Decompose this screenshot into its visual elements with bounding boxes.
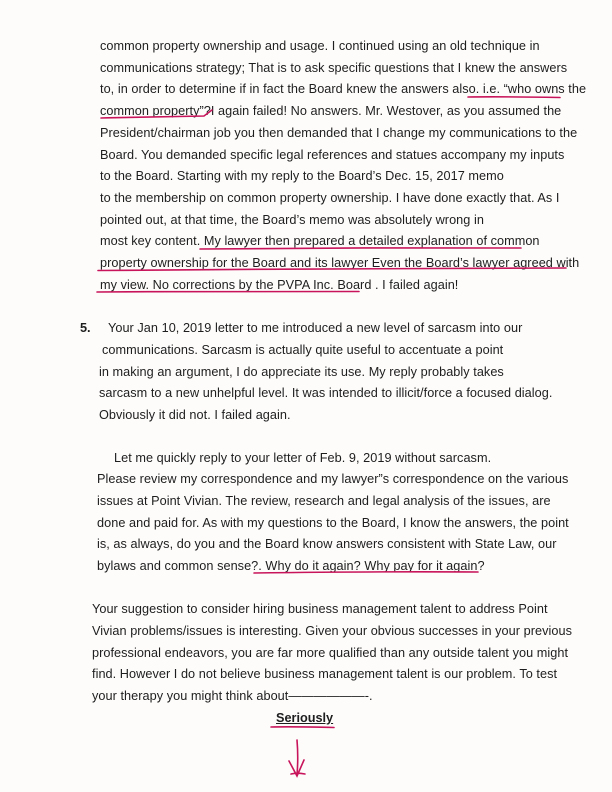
text-line: Board. You demanded specific legal references and statues accompany my inputs xyxy=(100,148,565,162)
text-line: communications. Sarcasm is actually quite useful to accentuate a point xyxy=(102,343,504,357)
item-number: 5. xyxy=(80,321,91,335)
text-line: Your suggestion to consider hiring business management talent to address Point xyxy=(92,602,548,616)
ink-arrow-shaft xyxy=(297,740,298,775)
text-line: is, as always, do you and the Board know answers consistent with State Law, our xyxy=(97,537,557,551)
text-line: pointed out, at that time, the Board’s memo was absolutely wrong in xyxy=(100,213,484,227)
text-line: sarcasm to a new unhelpful level. It was intended to illicit/force a focused dialog. xyxy=(99,386,553,400)
text-line: find. However I do not believe business management talent is our problem. To test xyxy=(92,667,558,681)
text-line: done and paid for. As with my questions to the Board, I know the answers, the point xyxy=(97,516,569,530)
text-line: common property ownership and usage. I continued using an old technique in xyxy=(100,39,540,53)
text-line: Vivian problems/issues is interesting. Given your obvious successes in your previous xyxy=(92,624,572,638)
text-line: to the Board. Starting with my reply to the Board’s Dec. 15, 2017 memo xyxy=(100,169,504,183)
closing-word: Seriously xyxy=(276,711,334,725)
text-line: communications strategy; That is to ask specific questions that I knew the answers xyxy=(100,61,568,75)
text-line: Your Jan 10, 2019 letter to me introduced a new level of sarcasm into our xyxy=(108,321,523,335)
ink-arrowhead-icon xyxy=(289,760,304,776)
text-line: bylaws and common sense?. Why do it again? Why pay for it again? xyxy=(97,559,485,573)
text-line: your therapy you might think about——————-. xyxy=(92,689,373,703)
text-line: in making an argument, I do appreciate its use. My reply probably takes xyxy=(99,365,504,379)
text-line: to, in order to determine if in fact the Board knew the answers also. i.e. “who owns the xyxy=(100,82,587,96)
text-line: President/chairman job you then demanded that I change my communications to the xyxy=(100,126,578,140)
text-line: most key content. My lawyer then prepared a detailed explanation of common xyxy=(100,234,540,248)
text-line: Please review my correspondence and my lawyer”s correspondence on the various xyxy=(97,472,569,486)
text-line: property ownership for the Board and its lawyer Even the Board’s lawyer agreed with xyxy=(100,256,580,270)
ink-underline xyxy=(271,727,334,728)
text-line: Obviously it did not. I failed again. xyxy=(99,408,291,422)
text-line: issues at Point Vivian. The review, research and legal analysis of the issues, are xyxy=(97,494,551,508)
text-line: common property”?I again failed! No answers. Mr. Westover, as you assumed the xyxy=(100,104,562,118)
ink-tick xyxy=(291,773,305,774)
text-line: to the membership on common property ownership. I have done exactly that. As I xyxy=(100,191,560,205)
text-line: my view. No corrections by the PVPA Inc. Board . I failed again! xyxy=(100,278,459,292)
text-line: Let me quickly reply to your letter of Feb. 9, 2019 without sarcasm. xyxy=(114,451,492,465)
text-line: professional endeavors, you are far more qualified than any outside talent you might xyxy=(92,646,569,660)
